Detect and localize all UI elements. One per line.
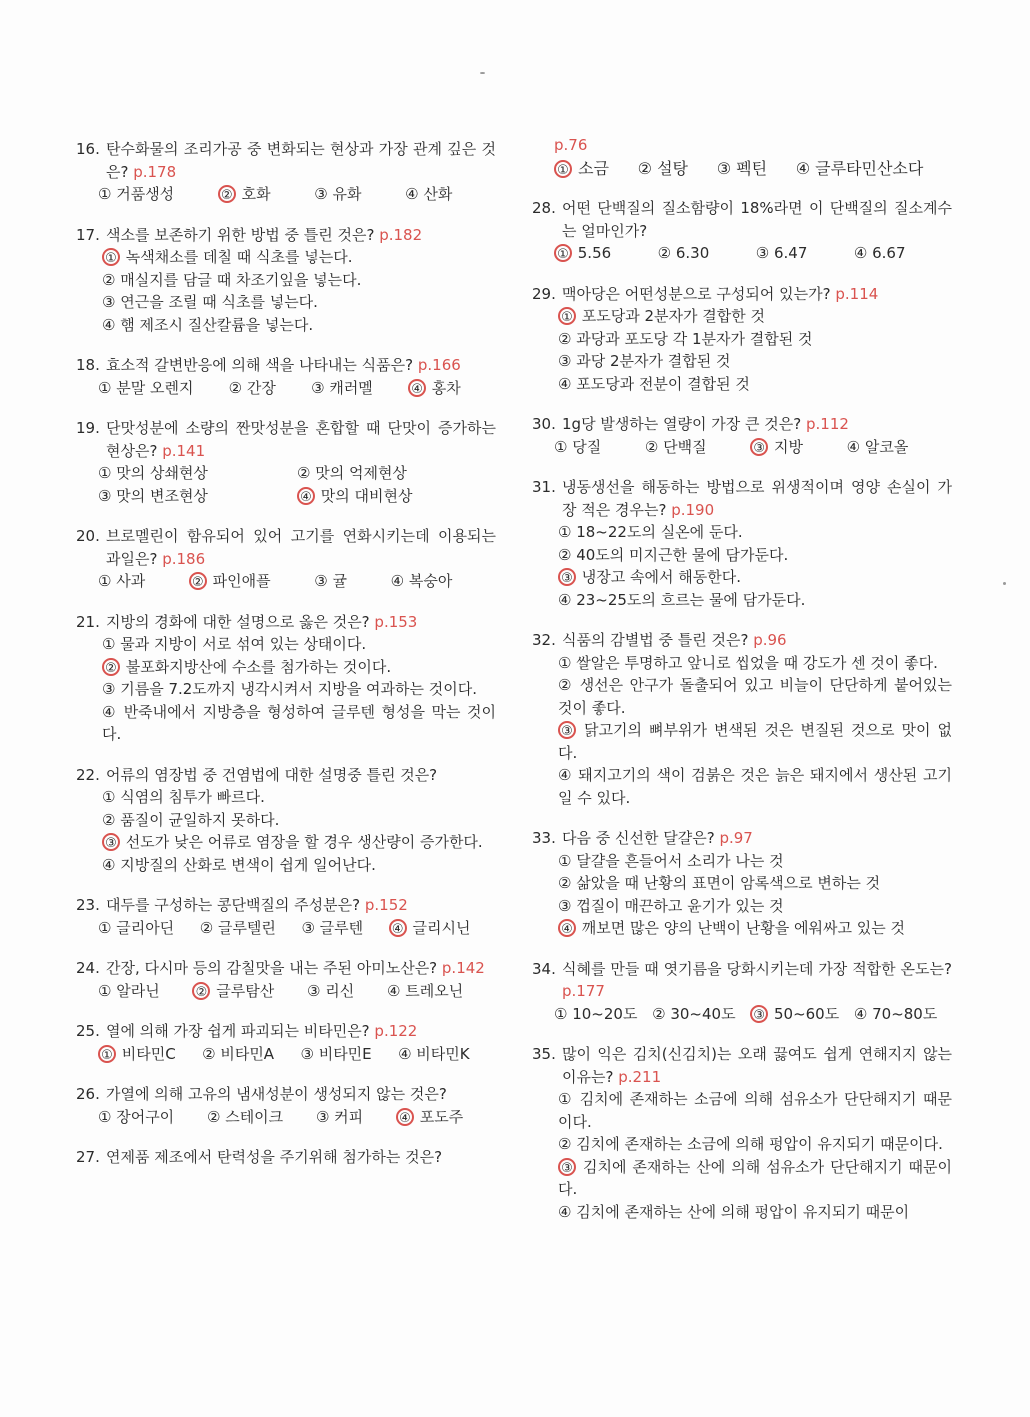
option: ① 분말 오렌지 xyxy=(98,378,194,397)
question-26 xyxy=(76,1083,496,1128)
answer-option xyxy=(750,1003,854,1026)
question-stem xyxy=(532,413,952,436)
stem-text: 가열에 의해 고유의 냄새성분이 생성되지 않는 것은? xyxy=(106,1085,447,1103)
question-number: 33. xyxy=(532,829,556,847)
answer-circle-icon: ④ xyxy=(297,487,315,505)
answer-circle-icon: ① xyxy=(558,307,576,325)
stem-text: 식품의 감별법 중 틀린 것은? xyxy=(562,631,749,649)
question-27 xyxy=(76,1146,496,1169)
answer-option xyxy=(98,1043,202,1066)
question-stem xyxy=(76,525,496,570)
option-text: 냉장고 속에서 해동한다. xyxy=(577,568,741,586)
answer-circle-icon: ③ xyxy=(558,1158,576,1176)
option-text: 닭고기의 뼈부위가 변색된 것은 변질된 것으로 맛이 없다. xyxy=(558,721,952,762)
question-stem xyxy=(76,1020,496,1043)
option-text: 포도당과 2분자가 결합한 것 xyxy=(577,307,766,325)
page-reference: p.186 xyxy=(157,549,206,568)
page-reference: p.141 xyxy=(157,441,206,460)
page-reference: p.97 xyxy=(714,829,753,847)
answer-option xyxy=(408,377,496,400)
option: ④ 비타민K xyxy=(398,1044,470,1063)
option-text: 파인애플 xyxy=(207,572,271,590)
question-number: 20. xyxy=(76,527,100,545)
page-reference: p.177 xyxy=(562,982,605,1000)
question-number: 29. xyxy=(532,284,556,303)
option: ③ 귤 xyxy=(314,572,347,590)
option: ① 18~22도의 실온에 둔다. xyxy=(558,523,743,541)
option: ② 40도의 미지근한 물에 담가둔다. xyxy=(558,545,789,564)
question-number: 26. xyxy=(76,1085,100,1103)
option: ③ 유화 xyxy=(314,185,362,203)
option: ③ 연근을 조릴 때 식초를 넣는다. xyxy=(102,293,318,311)
option: ③ 커피 xyxy=(315,1107,364,1126)
question-18 xyxy=(76,354,496,399)
option-text: 선도가 낮은 어류로 염장을 할 경우 생산량이 증가한다. xyxy=(121,833,483,851)
stem-text: 단맛성분에 소량의 짠맛성분을 혼합할 때 단맛이 증가하는 현상은? xyxy=(106,419,496,460)
option: ② 스테이크 xyxy=(206,1107,284,1126)
option: ④ 돼지고기의 색이 검붉은 것은 늙은 돼지에서 생산된 고기일 수 있다. xyxy=(558,766,952,807)
option: ② 품질이 균일하지 못하다. xyxy=(102,810,280,829)
option: ④ 김치에 존재하는 산에 의해 펑압이 유지되기 때문이 xyxy=(558,1202,910,1221)
answer-circle-icon: ① xyxy=(554,160,572,178)
option: ② 단백질 xyxy=(644,437,707,456)
question-32 xyxy=(532,629,952,809)
answer-circle-icon: ② xyxy=(102,658,120,676)
option-text: 불포화지방산에 수소를 첨가하는 것이다. xyxy=(121,657,392,676)
stem-text: 색소를 보존하기 위한 방법 중 틀린 것은? xyxy=(106,225,375,244)
answer-option xyxy=(76,831,496,854)
answer-circle-icon: ① xyxy=(554,244,572,262)
option: ④ 반죽내에서 지방층을 형성하여 글루텐 형성을 막는 것이다. xyxy=(102,702,496,743)
question-25 xyxy=(76,1020,496,1065)
question-stem xyxy=(532,283,952,306)
option: ① 10~20도 xyxy=(554,1004,638,1023)
option: ① 물과 지방이 서로 섞여 있는 상태이다. xyxy=(102,635,367,653)
answer-option xyxy=(532,719,952,764)
stem-text: 많이 익은 김치(신김치)는 오래 끓여도 쉽게 연해지지 않는 이유는? xyxy=(562,1045,952,1086)
option-text: 포도주 xyxy=(414,1107,464,1126)
page-reference: p.166 xyxy=(413,356,461,374)
question-number: 30. xyxy=(532,415,556,433)
stem-text: 브로멜린이 함유되어 있어 고기를 연화시키는데 이용되는 과일은? xyxy=(106,527,496,568)
answer-option xyxy=(750,436,846,459)
answer-circle-icon: ③ xyxy=(102,833,120,851)
option: ① 사과 xyxy=(98,572,146,590)
page-reference: p.152 xyxy=(360,896,408,914)
question-31 xyxy=(532,476,952,611)
option: ① 맛의 상쇄현상 xyxy=(98,464,208,482)
answer-option xyxy=(297,485,496,508)
answer-option xyxy=(554,156,638,179)
option: ① 거품생성 xyxy=(98,185,175,203)
option-text: 글루탐산 xyxy=(211,981,275,1000)
page-reference: p.142 xyxy=(437,959,485,977)
question-number: 34. xyxy=(532,959,556,978)
answer-circle-icon: ④ xyxy=(389,919,407,937)
option: ② 삶았을 때 난황의 표면이 암록색으로 변하는 것 xyxy=(558,874,881,892)
answer-option xyxy=(389,917,496,940)
option: ② 간장 xyxy=(228,378,276,397)
page-reference: p.211 xyxy=(613,1067,662,1086)
option: ① 식염의 침투가 빠르다. xyxy=(102,788,265,806)
question-stem xyxy=(532,629,952,652)
option: ③ 펙틴 xyxy=(716,159,768,178)
answer-circle-icon: ④ xyxy=(408,379,426,397)
question-21 xyxy=(76,611,496,746)
answer-option xyxy=(532,1156,952,1201)
options-row xyxy=(532,242,952,265)
option: ① 당질 xyxy=(554,437,602,456)
options-row xyxy=(532,436,952,459)
question-number: 24. xyxy=(76,959,100,977)
page-reference: p.96 xyxy=(748,631,787,649)
answer-circle-icon: ① xyxy=(102,248,120,266)
question-28 xyxy=(532,197,952,265)
question-number: 17. xyxy=(76,225,100,244)
question-stem xyxy=(76,894,496,917)
option-text: 김치에 존재하는 산에 의해 섬유소가 단단해지기 때문이다. xyxy=(558,1157,952,1198)
option: ② 30~40도 xyxy=(652,1004,736,1023)
option: ④ 산화 xyxy=(405,185,453,203)
stem-text: 냉동생선을 해동하는 방법으로 위생적이며 영양 손실이 가장 적은 경우는? xyxy=(562,478,952,519)
option: ④ 23~25도의 흐르는 물에 담가둔다. xyxy=(558,590,806,609)
option: ② 글루텔린 xyxy=(199,918,276,937)
option: ② 비타민A xyxy=(202,1044,275,1063)
answer-option xyxy=(532,566,952,589)
question-number: 23. xyxy=(76,896,100,914)
continued-question-27 xyxy=(532,134,952,179)
question-stem xyxy=(76,1146,496,1169)
stem-text: 1g당 발생하는 열량이 가장 큰 것은? xyxy=(562,415,802,433)
option: ② 생선은 안구가 돌출되어 있고 비늘이 단단하게 붙어있는 것이 좋다. xyxy=(558,676,952,717)
option: ④ 70~80도 xyxy=(853,1004,938,1023)
question-stem xyxy=(532,476,952,521)
question-stem xyxy=(532,1043,952,1088)
question-17 xyxy=(76,224,496,337)
question-33 xyxy=(532,827,952,940)
question-number: 18. xyxy=(76,356,100,374)
option: ③ 맛의 변조현상 xyxy=(98,486,208,505)
option-text: 맛의 대비현상 xyxy=(316,486,413,505)
option-text: 녹색채소를 데칠 때 식초를 넣는다. xyxy=(121,248,353,266)
option: ② 매실지를 담글 때 차조기잎을 넣는다. xyxy=(102,270,362,289)
option: ② 맛의 억제현상 xyxy=(297,464,407,482)
page-reference: p.190 xyxy=(666,500,715,519)
right-column xyxy=(532,134,952,1241)
options-row xyxy=(532,156,952,179)
answer-option xyxy=(218,183,314,206)
left-column xyxy=(76,138,496,1187)
option: ② 김치에 존재하는 소금에 의해 펑압이 유지되기 때문이다. xyxy=(558,1135,943,1153)
question-number: 16. xyxy=(76,140,100,158)
question-stem xyxy=(76,354,496,377)
page-reference: p.114 xyxy=(830,284,879,303)
answer-circle-icon: ④ xyxy=(558,919,576,937)
option: ① 김치에 존재하는 소금에 의해 섬유소가 단단해지기 때문이다. xyxy=(558,1090,952,1131)
option: ② 과당과 포도당 각 1분자가 결합된 것 xyxy=(558,329,813,348)
option-text: 지방 xyxy=(769,437,803,456)
answer-circle-icon: ① xyxy=(98,1045,116,1063)
answer-option xyxy=(532,917,952,940)
question-29 xyxy=(532,283,952,396)
option: ① 글리아딘 xyxy=(98,918,175,937)
option: ① 달걀을 흔들어서 소리가 나는 것 xyxy=(558,851,784,870)
option-text: 깨보면 많은 양의 난백이 난황을 에워싸고 있는 것 xyxy=(577,919,905,937)
question-19 xyxy=(76,417,496,507)
question-number: 19. xyxy=(76,419,100,437)
option: ④ 트레오닌 xyxy=(387,981,464,1000)
question-stem xyxy=(76,417,496,462)
question-number: 32. xyxy=(532,631,556,649)
stem-text: 어류의 염장법 중 건염법에 대한 설명중 틀린 것은? xyxy=(106,765,438,784)
question-number: 35. xyxy=(532,1045,556,1063)
option: ③ 리신 xyxy=(307,981,355,1000)
answer-option xyxy=(189,570,314,593)
options-row xyxy=(532,1003,952,1026)
option: ④ 알코올 xyxy=(846,437,909,456)
question-stem xyxy=(532,958,952,1003)
option: ③ 비타민E xyxy=(300,1044,372,1063)
options-row xyxy=(76,1106,496,1129)
scan-speck xyxy=(480,72,485,74)
option: ④ 햄 제조시 질산칼륨을 넣는다. xyxy=(102,315,314,334)
question-24 xyxy=(76,957,496,1002)
stem-text: 탄수화물의 조리가공 중 변화되는 현상과 가장 관계 깊은 것은? xyxy=(106,140,496,181)
question-30 xyxy=(532,413,952,458)
option: ③ 기름을 7.2도까지 냉각시켜서 지방을 여과하는 것이다. xyxy=(102,680,477,698)
page-reference: p.122 xyxy=(369,1022,418,1040)
answer-option xyxy=(76,246,496,269)
option: ④ 포도당과 전분이 결합된 것 xyxy=(558,374,750,393)
answer-option xyxy=(554,242,658,265)
answer-circle-icon: ③ xyxy=(558,568,576,586)
page-reference: p.153 xyxy=(369,612,418,631)
option: ③ 6.47 xyxy=(755,244,808,262)
question-16 xyxy=(76,138,496,206)
question-22 xyxy=(76,764,496,877)
answer-circle-icon: ④ xyxy=(396,1108,414,1126)
question-stem xyxy=(76,764,496,787)
page-reference: p.112 xyxy=(801,415,849,433)
option: ① 장어구이 xyxy=(98,1107,175,1126)
stem-text: 맥아당은 어떤성분으로 구성되어 있는가? xyxy=(562,284,831,303)
options-row xyxy=(76,377,496,400)
answer-option xyxy=(532,305,952,328)
options-row xyxy=(76,570,496,593)
options-row xyxy=(76,980,496,1003)
option-text: 소금 xyxy=(573,159,609,178)
page-reference: p.76 xyxy=(554,136,588,154)
page-reference: p.182 xyxy=(374,225,423,244)
option: ④ 6.67 xyxy=(853,244,906,262)
answer-option xyxy=(396,1106,496,1129)
option: ① 쌀알은 투명하고 앞니로 씹었을 때 강도가 센 것이 좋다. xyxy=(558,653,938,672)
answer-circle-icon: ③ xyxy=(750,438,768,456)
question-number: 21. xyxy=(76,612,100,631)
option: ③ 글루텐 xyxy=(301,918,364,937)
question-35 xyxy=(532,1043,952,1223)
answer-circle-icon: ③ xyxy=(558,721,576,739)
option-text: 50~60도 xyxy=(769,1004,840,1023)
question-stem xyxy=(76,224,496,247)
answer-circle-icon: ③ xyxy=(750,1005,768,1023)
question-number: 28. xyxy=(532,199,556,217)
options-row xyxy=(76,485,496,508)
question-number: 25. xyxy=(76,1022,100,1040)
options-row xyxy=(76,1043,496,1066)
question-20 xyxy=(76,525,496,593)
option: ③ 캐러멜 xyxy=(311,378,373,397)
question-stem xyxy=(76,957,496,980)
option-text: 호화 xyxy=(236,185,271,203)
option: ② 설탕 xyxy=(637,159,689,178)
options-row xyxy=(76,183,496,206)
question-stem xyxy=(532,827,952,850)
stem-text: 대두를 구성하는 콩단백질의 주성분은? xyxy=(106,896,361,914)
option: ③ 과당 2분자가 결합된 것 xyxy=(558,352,731,370)
question-stem xyxy=(76,1083,496,1106)
option: ② 6.30 xyxy=(657,244,710,262)
option: ③ 껍질이 매끈하고 윤기가 있는 것 xyxy=(558,896,784,915)
answer-circle-icon: ② xyxy=(189,572,207,590)
answer-circle-icon: ② xyxy=(218,185,236,203)
answer-option xyxy=(192,980,307,1003)
stem-text: 연제품 제조에서 탄력성을 주기위해 첨가하는 것은? xyxy=(106,1148,443,1166)
option-text: 비타민C xyxy=(117,1044,176,1063)
scan-speck xyxy=(1003,582,1006,585)
question-number: 31. xyxy=(532,478,556,496)
option-text: 5.56 xyxy=(573,244,612,262)
stem-text: 다음 중 신선한 달걀은? xyxy=(562,829,715,847)
question-number: 27. xyxy=(76,1148,100,1166)
stem-text: 열에 의해 가장 쉽게 파괴되는 비타민은? xyxy=(106,1022,370,1040)
stem-text: 어떤 단백질의 질소함량이 18%라면 이 단백질의 질소계수는 얼마인가? xyxy=(562,199,952,240)
stem-text: 간장, 다시마 등의 감칠맛을 내는 주된 아미노산은? xyxy=(106,959,438,977)
question-stem xyxy=(76,138,496,183)
options-row xyxy=(76,462,496,485)
question-number: 22. xyxy=(76,765,100,784)
question-34 xyxy=(532,958,952,1026)
options-row xyxy=(76,917,496,940)
question-23 xyxy=(76,894,496,939)
stem-text: 식혜를 만들 때 엿기름을 당화시키는데 가장 적합한 온도는? xyxy=(562,959,952,978)
stem-text: 지방의 경화에 대한 설명으로 옳은 것은? xyxy=(106,612,370,631)
option: ④ 글루타민산소다 xyxy=(795,159,924,178)
option: ④ 지방질의 산화로 변색이 쉽게 일어난다. xyxy=(102,855,376,874)
page-reference: p.178 xyxy=(128,162,177,181)
option: ① 알라닌 xyxy=(98,981,160,1000)
question-stem xyxy=(532,197,952,242)
option-text: 홍차 xyxy=(427,378,461,397)
option-text: 글리시닌 xyxy=(407,918,471,937)
question-stem xyxy=(76,611,496,634)
stem-text: 효소적 갈변반응에 의해 색을 나타내는 식품은? xyxy=(106,356,414,374)
answer-circle-icon: ② xyxy=(192,982,210,1000)
answer-option xyxy=(76,656,496,679)
option: ④ 복숭아 xyxy=(390,572,453,590)
